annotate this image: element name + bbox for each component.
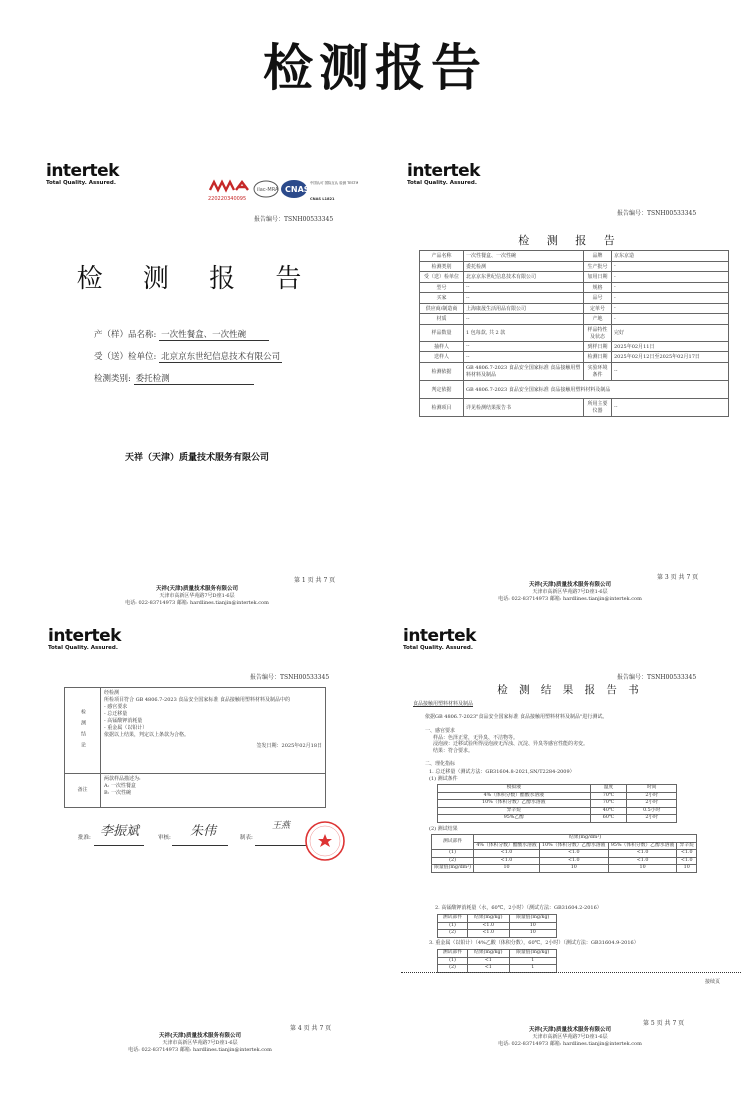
- page-number: 第 4 页 共 7 页: [290, 1025, 332, 1032]
- table-cell: -: [612, 272, 729, 283]
- table-cell: 型号: [420, 282, 464, 293]
- table-row: [438, 957, 557, 965]
- approver-label: 批准:: [78, 835, 91, 841]
- main-title: 检测报告: [263, 39, 487, 97]
- table-cell: 详见检测结果报告书: [464, 398, 584, 416]
- table-cell: -: [612, 303, 729, 314]
- table-cell: -: [612, 282, 729, 293]
- cma-number: 220220340095: [208, 196, 247, 202]
- page-footer: 天祥(天津)质量技术服务有限公司 天津市高新区华苑路7号D座1-6层 电话: 022-83714973 邮箱: hardlines.tianjin@intertek.com: [125, 586, 269, 606]
- table-cell: 委托检测: [464, 261, 584, 272]
- table-row: [438, 792, 677, 800]
- table-cell: --: [612, 398, 729, 416]
- table-cell: 0.5小时: [627, 807, 677, 815]
- page-footer: 天祥(天津)质量技术服务有限公司 天津市高新区华苑路7号D座1-6层 电话: 022-83714973 邮箱: hardlines.tianjin@intertek.com: [128, 1033, 272, 1053]
- table-cell: 70℃: [590, 800, 627, 808]
- intertek-logo: intertek Total Quality. Assured.: [403, 626, 476, 651]
- table-cell: <1.0: [608, 857, 677, 865]
- table-cell: <1.0: [467, 922, 509, 930]
- table-cell: 1: [509, 965, 557, 973]
- table-row: [420, 272, 729, 283]
- conclusion-line: 依据以上结果，判定以上条款为合格。: [104, 732, 190, 738]
- remark-line: B: 一次性碗: [104, 790, 131, 796]
- page-3-heading: 检 测 报 告: [518, 234, 622, 247]
- remark-content: [101, 774, 326, 808]
- page-1-heading: 检 测 报 告: [76, 264, 318, 294]
- page-number: 第 3 页 共 7 页: [657, 574, 699, 581]
- field-product-name: 产（样）品名称: 一次性餐盒、一次性碗: [94, 328, 269, 341]
- table-header-cell: 限量值(mg/kg): [509, 915, 557, 923]
- sensory-line: 浸泡液：迁移试验所得浸泡液无浑浊、沉淀、异臭等感官性能的劣变。: [433, 741, 589, 747]
- report-page-4: [22, 615, 372, 1085]
- heavy-metal-table: [437, 949, 557, 973]
- table-cell: 40℃: [590, 807, 627, 815]
- preparer-label: 制表:: [240, 835, 253, 841]
- table-cell: <1: [467, 957, 509, 965]
- table-cell: 品牌: [584, 251, 612, 262]
- table-cell: 北京京东世纪信息技术有限公司: [464, 272, 584, 283]
- table-cell: GB 4806.7-2023 食品安全国家标准 食品接触用塑料材料及制品: [464, 380, 729, 398]
- table-cell: -: [612, 261, 729, 272]
- table-cell: 材质: [420, 314, 464, 325]
- table-row: [420, 261, 729, 272]
- table-cell: <1.0: [539, 850, 608, 858]
- table-cell: -: [612, 314, 729, 325]
- intertek-logo: intertek Total Quality. Assured.: [46, 161, 119, 186]
- table-header-cell: 限量值(mg/kg): [509, 950, 557, 958]
- page-number: 第 1 页 共 7 页: [294, 577, 336, 584]
- table-cell: 上海康晟生活用品有限公司: [464, 303, 584, 314]
- table-cell: (1): [438, 922, 468, 930]
- table-cell: 一次性餐盒、一次性碗: [464, 251, 584, 262]
- table-cell: <1.0: [474, 857, 540, 865]
- table-cell: <1.0: [467, 930, 509, 938]
- table-cell: -: [612, 293, 729, 304]
- lab-company-name: 天祥（天津）质量技术服务有限公司: [124, 453, 269, 463]
- conclusion-line: - 感官要求: [104, 704, 128, 710]
- test-conditions-table: [437, 784, 677, 823]
- table-cell: 4%（体积分数）醋酸水溶液: [438, 792, 591, 800]
- table-row: [432, 857, 697, 865]
- report-page-3: [395, 150, 745, 620]
- table-row: [420, 251, 729, 262]
- table-row: [420, 293, 729, 304]
- continued-note: 接续页: [705, 979, 721, 985]
- signature-reviewer: 朱伟: [190, 824, 217, 839]
- section-divider: [401, 972, 741, 973]
- conclusion-line: - 高锰酸钾消耗量: [104, 718, 143, 724]
- table-header-cell: 时间: [627, 785, 677, 793]
- table-cell: 样品数量: [420, 324, 464, 341]
- sensory-line: 结果：符合要求。: [433, 747, 474, 754]
- certification-marks: [208, 178, 358, 212]
- table-cell: --: [612, 362, 729, 380]
- table-row: [420, 324, 729, 341]
- results-subtitle: 食品接触用塑料材料及制品: [413, 701, 474, 707]
- migration-results-table: 测试部件 结果(mg/dm²) 4%（体积分数）醋酸水溶液 10%（体积分数）乙醇水溶液 95%（体积分数）乙醇水溶液 异辛烷 (1) <1.0 <1.0 <1.0 <1.0 (2) <1.0 <1.0 <1.0 <1.0 限量值(mg/dm²) 10 10 10 10: [431, 834, 697, 873]
- table-cell: 检测类别: [420, 261, 464, 272]
- table-cell: 2小时: [627, 800, 677, 808]
- conclusion-label: 检测结论: [65, 688, 101, 774]
- table-cell: 10%（体积分数）乙醇水溶液: [438, 800, 591, 808]
- svg-text:CNAS: CNAS: [285, 185, 310, 194]
- table-cell: 实验环境条件: [584, 362, 612, 380]
- table-row: [432, 850, 697, 858]
- table-row: [438, 965, 557, 973]
- conclusion-line: 经检测: [104, 690, 120, 696]
- reviewer-label: 审核:: [158, 835, 171, 841]
- issue-date: 签发日期：2025年02月18日: [256, 743, 322, 749]
- table-cell: 生产批号: [584, 261, 612, 272]
- conditions-title: (1) 测试条件: [429, 776, 458, 782]
- table-header-cell: 结果(mg/kg): [467, 915, 509, 923]
- table-cell: 10: [474, 865, 540, 873]
- table-cell: (2): [438, 930, 468, 938]
- report-number: 报告编号：TSNH00533345: [617, 210, 697, 217]
- table-cell: 10: [509, 930, 557, 938]
- table-header-cell: 10%（体积分数）乙醇水溶液: [539, 842, 608, 850]
- table-cell: 京东京造: [612, 251, 729, 262]
- table-cell: 检测日期: [584, 352, 612, 363]
- cnas-cn-text: 中国认可 国际互认 检测 TESTING: [310, 181, 358, 185]
- table-cell: 异辛烷: [438, 807, 591, 815]
- conclusion-line: - 重金属（以铅计）: [104, 725, 148, 731]
- table-cell: <1.0: [608, 850, 677, 858]
- signature-approver: 李振斌: [100, 824, 140, 839]
- table-cell: (2): [432, 857, 474, 865]
- table-cell: 判定依据: [420, 380, 464, 398]
- table-header-cell: 异辛烷: [677, 842, 697, 850]
- conclusion-line: - 总迁移量: [104, 711, 128, 717]
- table-cell: 定单号: [584, 303, 612, 314]
- results-intro: 依据GB 4806.7-2023"食品安全国家标准 食品接触用塑料材料及制品"进行测试。: [425, 714, 608, 720]
- report-number: 报告编号：TSNH00533345: [254, 216, 334, 223]
- table-cell: 到样日期: [584, 341, 612, 352]
- field-client: 受（送）检单位: 北京京东世纪信息技术有限公司: [94, 352, 281, 362]
- signature-preparer: 王燕: [272, 821, 291, 831]
- table-cell: 样品特性及状态: [584, 324, 612, 341]
- remark-label: 备注: [65, 774, 101, 808]
- report-page-1: [22, 150, 372, 620]
- migration-title: 1. 总迁移量（测试方法：GB31604.8-2021,SN/T2284-2009）: [429, 769, 575, 775]
- remark-line: A: 一次性餐盒: [104, 783, 136, 789]
- svg-text:ilac-MRA: ilac-MRA: [257, 187, 279, 193]
- table-header-cell: 测试部件: [438, 915, 468, 923]
- table-cell: <1.0: [677, 857, 697, 865]
- report-number: 报告编号：TSNH00533345: [617, 674, 697, 681]
- table-row: [420, 380, 729, 398]
- table-header-cell: 测试部件: [438, 950, 468, 958]
- table-row: [438, 807, 677, 815]
- table-cell: 10: [677, 865, 697, 873]
- table-row: [438, 800, 677, 808]
- table-cell: <1.0: [474, 850, 540, 858]
- table-header-cell: 4%（体积分数）醋酸水溶液: [474, 842, 540, 850]
- report-page-5: [395, 615, 745, 1085]
- sample-info-table: [419, 250, 729, 417]
- table-cell: 2025年02月12日至2025年02月17日: [612, 352, 729, 363]
- table-cell: 规格: [584, 282, 612, 293]
- table-row: [438, 815, 677, 823]
- table-cell: 所用主要仪器: [584, 398, 612, 416]
- table-cell: (1): [438, 957, 468, 965]
- table-row: [432, 865, 697, 873]
- report-number: 报告编号：TSNH00533345: [250, 674, 330, 681]
- table-cell: 产品名称: [420, 251, 464, 262]
- intertek-logo: intertek Total Quality. Assured.: [48, 626, 121, 651]
- table-cell: 检测依据: [420, 362, 464, 380]
- table-row: [420, 341, 729, 352]
- table-cell: --: [464, 352, 584, 363]
- table-cell: --: [464, 293, 584, 304]
- page-5-heading: 检 测 结 果 报 告 书: [497, 684, 643, 696]
- company-seal-icon: [304, 820, 346, 862]
- ilac-mra-icon: [254, 181, 279, 197]
- table-cell: 70℃: [590, 792, 627, 800]
- cnas-number: CNAS L1821: [310, 197, 335, 201]
- table-header-cell: 模拟液: [438, 785, 591, 793]
- sensory-section: [425, 728, 588, 754]
- table-cell: 买家: [420, 293, 464, 304]
- table-cell: 95%乙醇: [438, 815, 591, 823]
- table-header-cell: 结果(mg/kg): [467, 950, 509, 958]
- table-cell: GB 4806.7-2023 食品安全国家标准 食品接触用塑料材料及制品: [464, 362, 584, 380]
- table-cell: <1: [467, 965, 509, 973]
- cma-mark-icon: [210, 182, 248, 190]
- conclusion-content: [101, 688, 326, 774]
- table-cell: 供应商/制造商: [420, 303, 464, 314]
- table-cell: 10: [539, 865, 608, 873]
- table-cell: 1: [509, 957, 557, 965]
- field-test-type: 检测类别: 委托检测: [94, 372, 254, 385]
- table-header-cell: 温度: [590, 785, 627, 793]
- table-cell: 完好: [612, 324, 729, 341]
- table-cell: 2小时: [627, 792, 677, 800]
- table-header-cell: 95%（体积分数）乙醇水溶液: [608, 842, 677, 850]
- kmno4-title: 2. 高锰酸钾消耗量（水，60℃，2小时）（测试方法：GB31604.2-2016）: [435, 905, 602, 911]
- table-cell: 60℃: [590, 815, 627, 823]
- table-cell: 10: [608, 865, 677, 873]
- table-cell: 1 包每款, 共 2 款: [464, 324, 584, 341]
- table-cell: 限量值(mg/dm²): [432, 865, 474, 873]
- table-row: [438, 930, 557, 938]
- table-cell: --: [464, 341, 584, 352]
- cnas-icon: [281, 180, 310, 198]
- table-row: [420, 398, 729, 416]
- table-cell: (2): [438, 965, 468, 973]
- table-row: [420, 362, 729, 380]
- table-row: [420, 314, 729, 325]
- table-cell: (1): [432, 850, 474, 858]
- page-footer: 天祥(天津)质量技术服务有限公司 天津市高新区华苑路7号D座1-6层 电话: 022-83714973 邮箱: hardlines.tianjin@intertek.com: [498, 1027, 642, 1047]
- table-cell: 加用日期: [584, 272, 612, 283]
- sensory-line: 样品：色泽正常，无异臭、不洁物等。: [433, 734, 519, 741]
- page-number: 第 5 页 共 7 页: [643, 1020, 685, 1027]
- sensory-line: 一、感官要求: [425, 728, 456, 734]
- table-row: [420, 352, 729, 363]
- table-cell: 送样人: [420, 352, 464, 363]
- table-cell: 检测项目: [420, 398, 464, 416]
- intertek-logo: intertek Total Quality. Assured.: [407, 161, 480, 186]
- table-cell: 2小时: [627, 815, 677, 823]
- table-cell: --: [464, 282, 584, 293]
- table-cell: 10: [509, 922, 557, 930]
- conclusion-table: [64, 687, 326, 808]
- table-cell: 2025年02月11日: [612, 341, 729, 352]
- table-cell: 受（送）检单位: [420, 272, 464, 283]
- table-row: [420, 303, 729, 314]
- conclusion-line: 所检项目符合 GB 4806.7-2023 食品安全国家标准 食品接触用塑料材料及制品中的: [104, 697, 290, 703]
- table-cell: <1.0: [677, 850, 697, 858]
- heavy-metal-title: 3. 重金属（以铅计）（4%乙酸（体积分数），60℃，2小时）（测试方法：GB31604.9-2016）: [429, 940, 639, 946]
- table-cell: --: [464, 314, 584, 325]
- table-cell: 产地: [584, 314, 612, 325]
- table-cell: <1.0: [539, 857, 608, 865]
- results-title: (2) 测试结果: [429, 826, 458, 832]
- kmno4-table: [437, 914, 557, 938]
- table-row: [420, 282, 729, 293]
- table-cell: 抽样人: [420, 341, 464, 352]
- table-cell: 品号: [584, 293, 612, 304]
- table-row: [438, 922, 557, 930]
- page-footer: 天祥(天津)质量技术服务有限公司 天津市高新区华苑路7号D座1-6层 电话: 022-83714973 邮箱: hardlines.tianjin@intertek.com: [498, 582, 642, 602]
- remark-line: 两款样品描述为:: [104, 776, 141, 782]
- physchem-title: 二、理化指标: [425, 761, 456, 767]
